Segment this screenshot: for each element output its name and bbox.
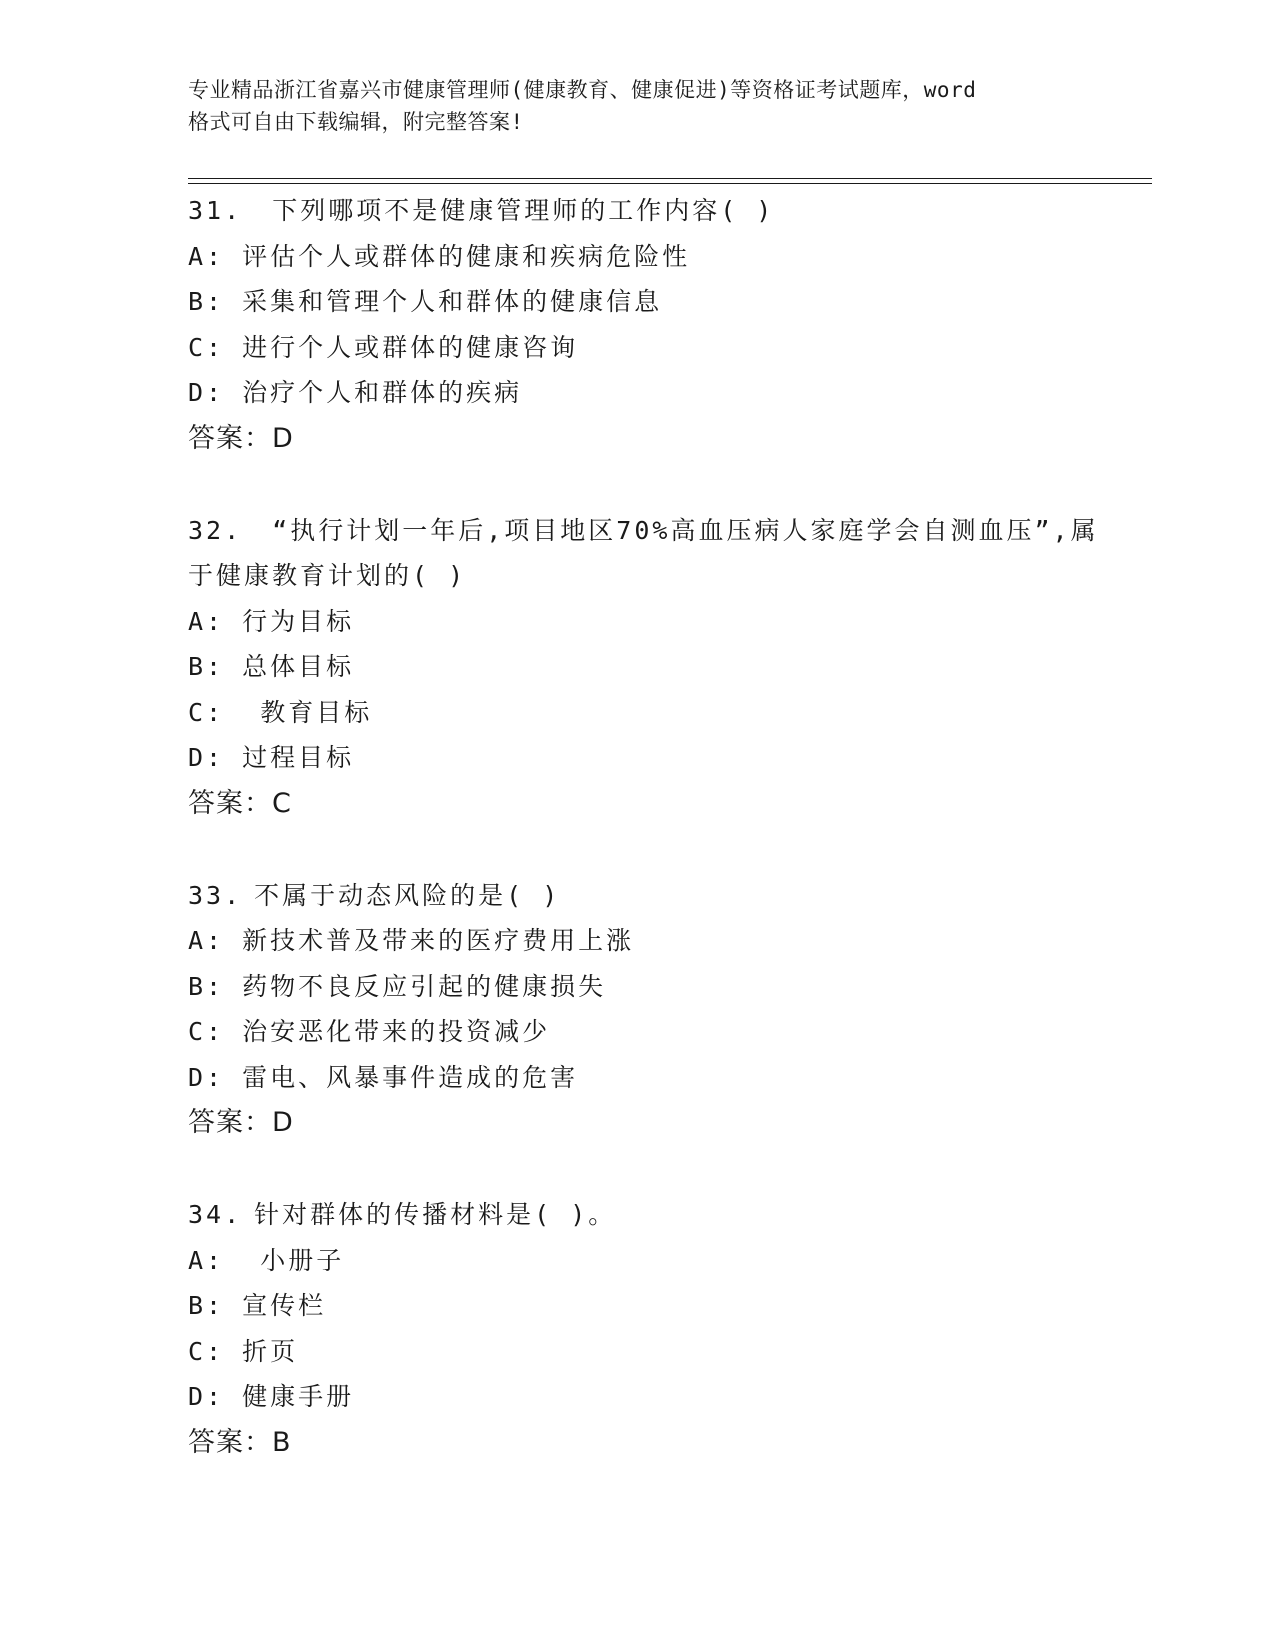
option-list bbox=[188, 599, 1108, 781]
question-text: 不属于动态风险的是( ) bbox=[254, 880, 561, 910]
answer bbox=[188, 416, 1108, 462]
option-a: A: 评估个人或群体的健康和疾病危险性 bbox=[188, 241, 691, 271]
option-list bbox=[188, 234, 1108, 416]
option-d: D: 雷电、风暴事件造成的危害 bbox=[188, 1062, 579, 1092]
question-stem bbox=[188, 508, 1108, 599]
option-b: B: 宣传栏 bbox=[188, 1291, 327, 1320]
option-list bbox=[188, 1238, 1108, 1420]
option-b: B: 药物不良反应引起的健康损失 bbox=[188, 971, 607, 1001]
option-list bbox=[188, 918, 1108, 1100]
option-a: A: 新技术普及带来的医疗费用上涨 bbox=[188, 926, 635, 955]
answer-label: 答案： bbox=[188, 422, 272, 454]
question-text: 下列哪项不是健康管理师的工作内容( ) bbox=[254, 196, 775, 225]
question-text: “执行计划一年后,项目地区70%高血压病人家庭学会自测血压”,属于健康教育计划的( ) bbox=[188, 515, 1099, 590]
option-d: D: 治疗个人和群体的疾病 bbox=[188, 378, 523, 407]
question-number: 33. bbox=[188, 880, 243, 910]
option-d: D: 过程目标 bbox=[188, 743, 355, 772]
answer-value: B bbox=[272, 1426, 292, 1458]
option-c: C: 折页 bbox=[188, 1336, 299, 1366]
answer bbox=[188, 1420, 1108, 1466]
question-32 bbox=[188, 508, 1108, 827]
answer-value: C bbox=[272, 787, 292, 819]
question-number: 31. bbox=[188, 196, 243, 225]
option-b: B: 采集和管理个人和群体的健康信息 bbox=[188, 287, 663, 316]
header-note-line-1: 专业精品浙江省嘉兴市健康管理师(健康教育、健康促进)等资格证考试题库，word bbox=[188, 78, 977, 102]
answer-value: D bbox=[272, 1107, 294, 1138]
question-33 bbox=[188, 873, 1108, 1147]
question-stem bbox=[188, 1192, 1108, 1238]
answer bbox=[188, 1100, 1108, 1146]
header-divider-top bbox=[188, 178, 1152, 179]
question-number: 32. bbox=[188, 515, 243, 545]
header-note-line-2: 格式可自由下载编辑，附完整答案! bbox=[188, 110, 524, 134]
option-c: C: 进行个人或群体的健康咨询 bbox=[188, 332, 579, 362]
question-stem bbox=[188, 873, 1108, 919]
answer-label: 答案： bbox=[188, 787, 272, 819]
header-note bbox=[188, 74, 1108, 138]
question-text: 针对群体的传播材料是( )。 bbox=[254, 1200, 617, 1229]
answer-label: 答案： bbox=[188, 1426, 272, 1458]
question-stem bbox=[188, 188, 1108, 234]
question-31 bbox=[188, 188, 1108, 462]
option-c: C: 教育目标 bbox=[188, 697, 373, 727]
question-list bbox=[188, 188, 1108, 1466]
answer-label: 答案： bbox=[188, 1107, 272, 1138]
option-c: C: 治安恶化带来的投资减少 bbox=[188, 1017, 551, 1046]
option-a: A: 行为目标 bbox=[188, 606, 355, 636]
answer-value: D bbox=[272, 422, 294, 454]
option-a: A: 小册子 bbox=[188, 1245, 345, 1275]
question-34 bbox=[188, 1192, 1108, 1466]
option-d: D: 健康手册 bbox=[188, 1382, 355, 1411]
question-number: 34. bbox=[188, 1200, 243, 1229]
answer bbox=[188, 781, 1108, 827]
header-divider-bottom bbox=[188, 183, 1152, 184]
option-b: B: 总体目标 bbox=[188, 652, 355, 681]
